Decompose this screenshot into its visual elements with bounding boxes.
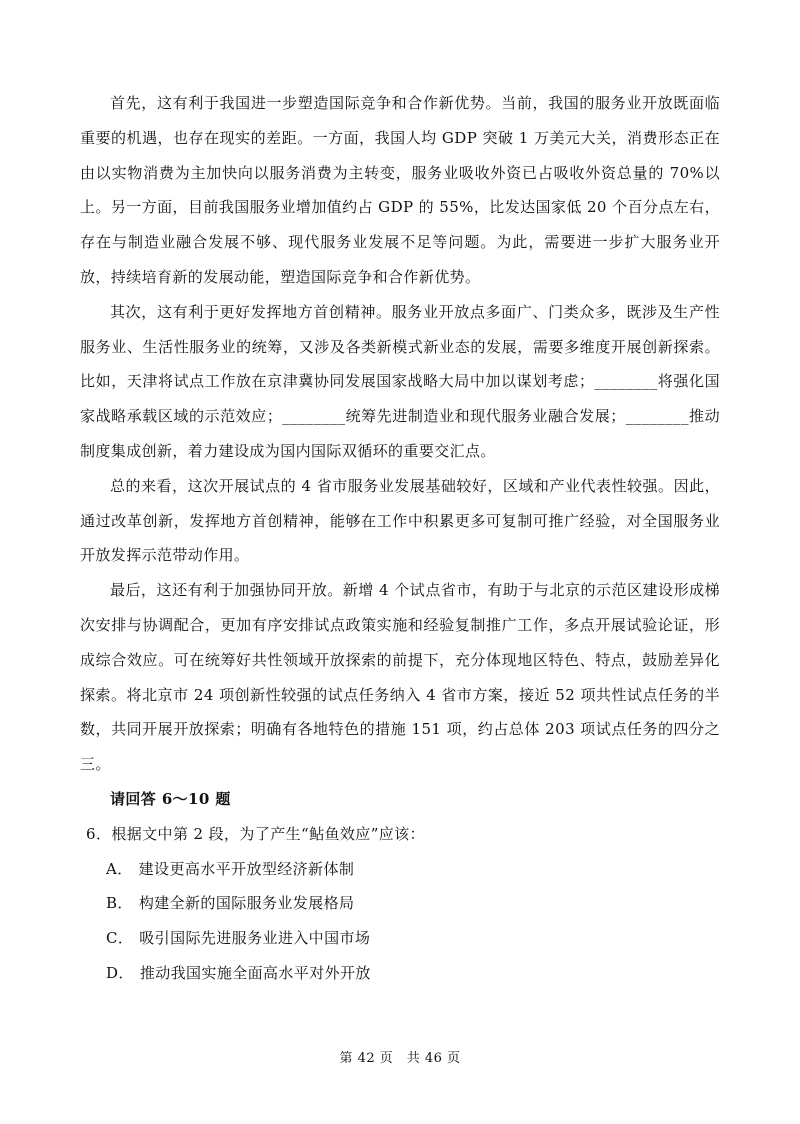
option-c	[80, 921, 720, 956]
question-section-heading: 请回答 6～10 题	[110, 789, 231, 808]
option-b	[80, 886, 720, 921]
option-d	[80, 956, 720, 991]
document-body	[80, 86, 720, 991]
paragraph-last: 最后，这还有利于加强协同开放。新增 4 个试点省市，有助于与北京的示范区建设形成梯次安排与协调配合，更加有序安排试点政策实施和经验复制推广工作，多点开展试验论证，形成综合效应。可在统筹好共性领域开放探索的前提下，充分体现地区特色、特点，鼓励差异化探索。将北京市 24 项创新性较强的试点任务纳入 4 省市方案，接近 52 项共性试点任务的半数，共同开展开放探索；明确有各地特色的措施 151 项，约占总体 203 项试点任务的四分之三。	[80, 581, 720, 774]
option-d-text: 推动我国实施全面高水平对外开放	[139, 963, 371, 982]
paragraph-second: 其次，这有利于更好发挥地方首创精神。服务业开放点多面广、门类众多，既涉及生产性服务业、生活性服务业的统筹，又涉及各类新模式新业态的发展，需要多维度开展创新探索。比如，天津将试点工作放在京津冀协同发展国家战略大局中加以谋划考虑；________将强化国家战略承载区域的示范效应；________统筹先进制造业和现代服务业融合发展；________推动制度集成创新，着力建设成为国内国际双循环的重要交汇点。	[80, 302, 720, 460]
page-number: 第 42 页 共 46 页	[339, 1051, 461, 1066]
paragraph-summary: 总的来看，这次开展试点的 4 省市服务业发展基础较好，区域和产业代表性较强。因此，通过改革创新，发挥地方首创精神，能够在工作中积累更多可复制可推广经验，对全国服务业开放发挥示范带动作用。	[80, 476, 720, 565]
option-a-text: 建设更高水平开放型经济新体制	[138, 859, 355, 878]
option-c-letter: C．	[106, 929, 134, 948]
option-b-text: 构建全新的国际服务业发展格局	[138, 894, 355, 913]
paragraph-first: 首先，这有利于我国进一步塑造国际竞争和合作新优势。当前，我国的服务业开放既面临重要的机遇，也存在现实的差距。一方面，我国人均 GDP 突破 1 万美元大关，消费形态正在由以实物消费为主加快向以服务消费为主转变，服务业吸收外资已占吸收外资总量的 70%以上。另一方面，目前我国服务业增加值约占 GDP 的 55%，比发达国家低 20 个百分点左右，存在与制造业融合发展不够、现代服务业发展不足等问题。为此，需要进一步扩大服务业开放，持续培育新的发展动能，塑造国际竞争和合作新优势。	[80, 94, 720, 286]
question-stem: 6．根据文中第 2 段，为了产生“鲇鱼效应”应该：	[86, 824, 425, 843]
option-a-letter: A．	[106, 859, 133, 878]
option-a	[80, 852, 720, 887]
option-c-text: 吸引国际先进服务业进入中国市场	[139, 929, 371, 948]
option-d-letter: D．	[106, 963, 134, 982]
option-b-letter: B．	[106, 894, 133, 913]
